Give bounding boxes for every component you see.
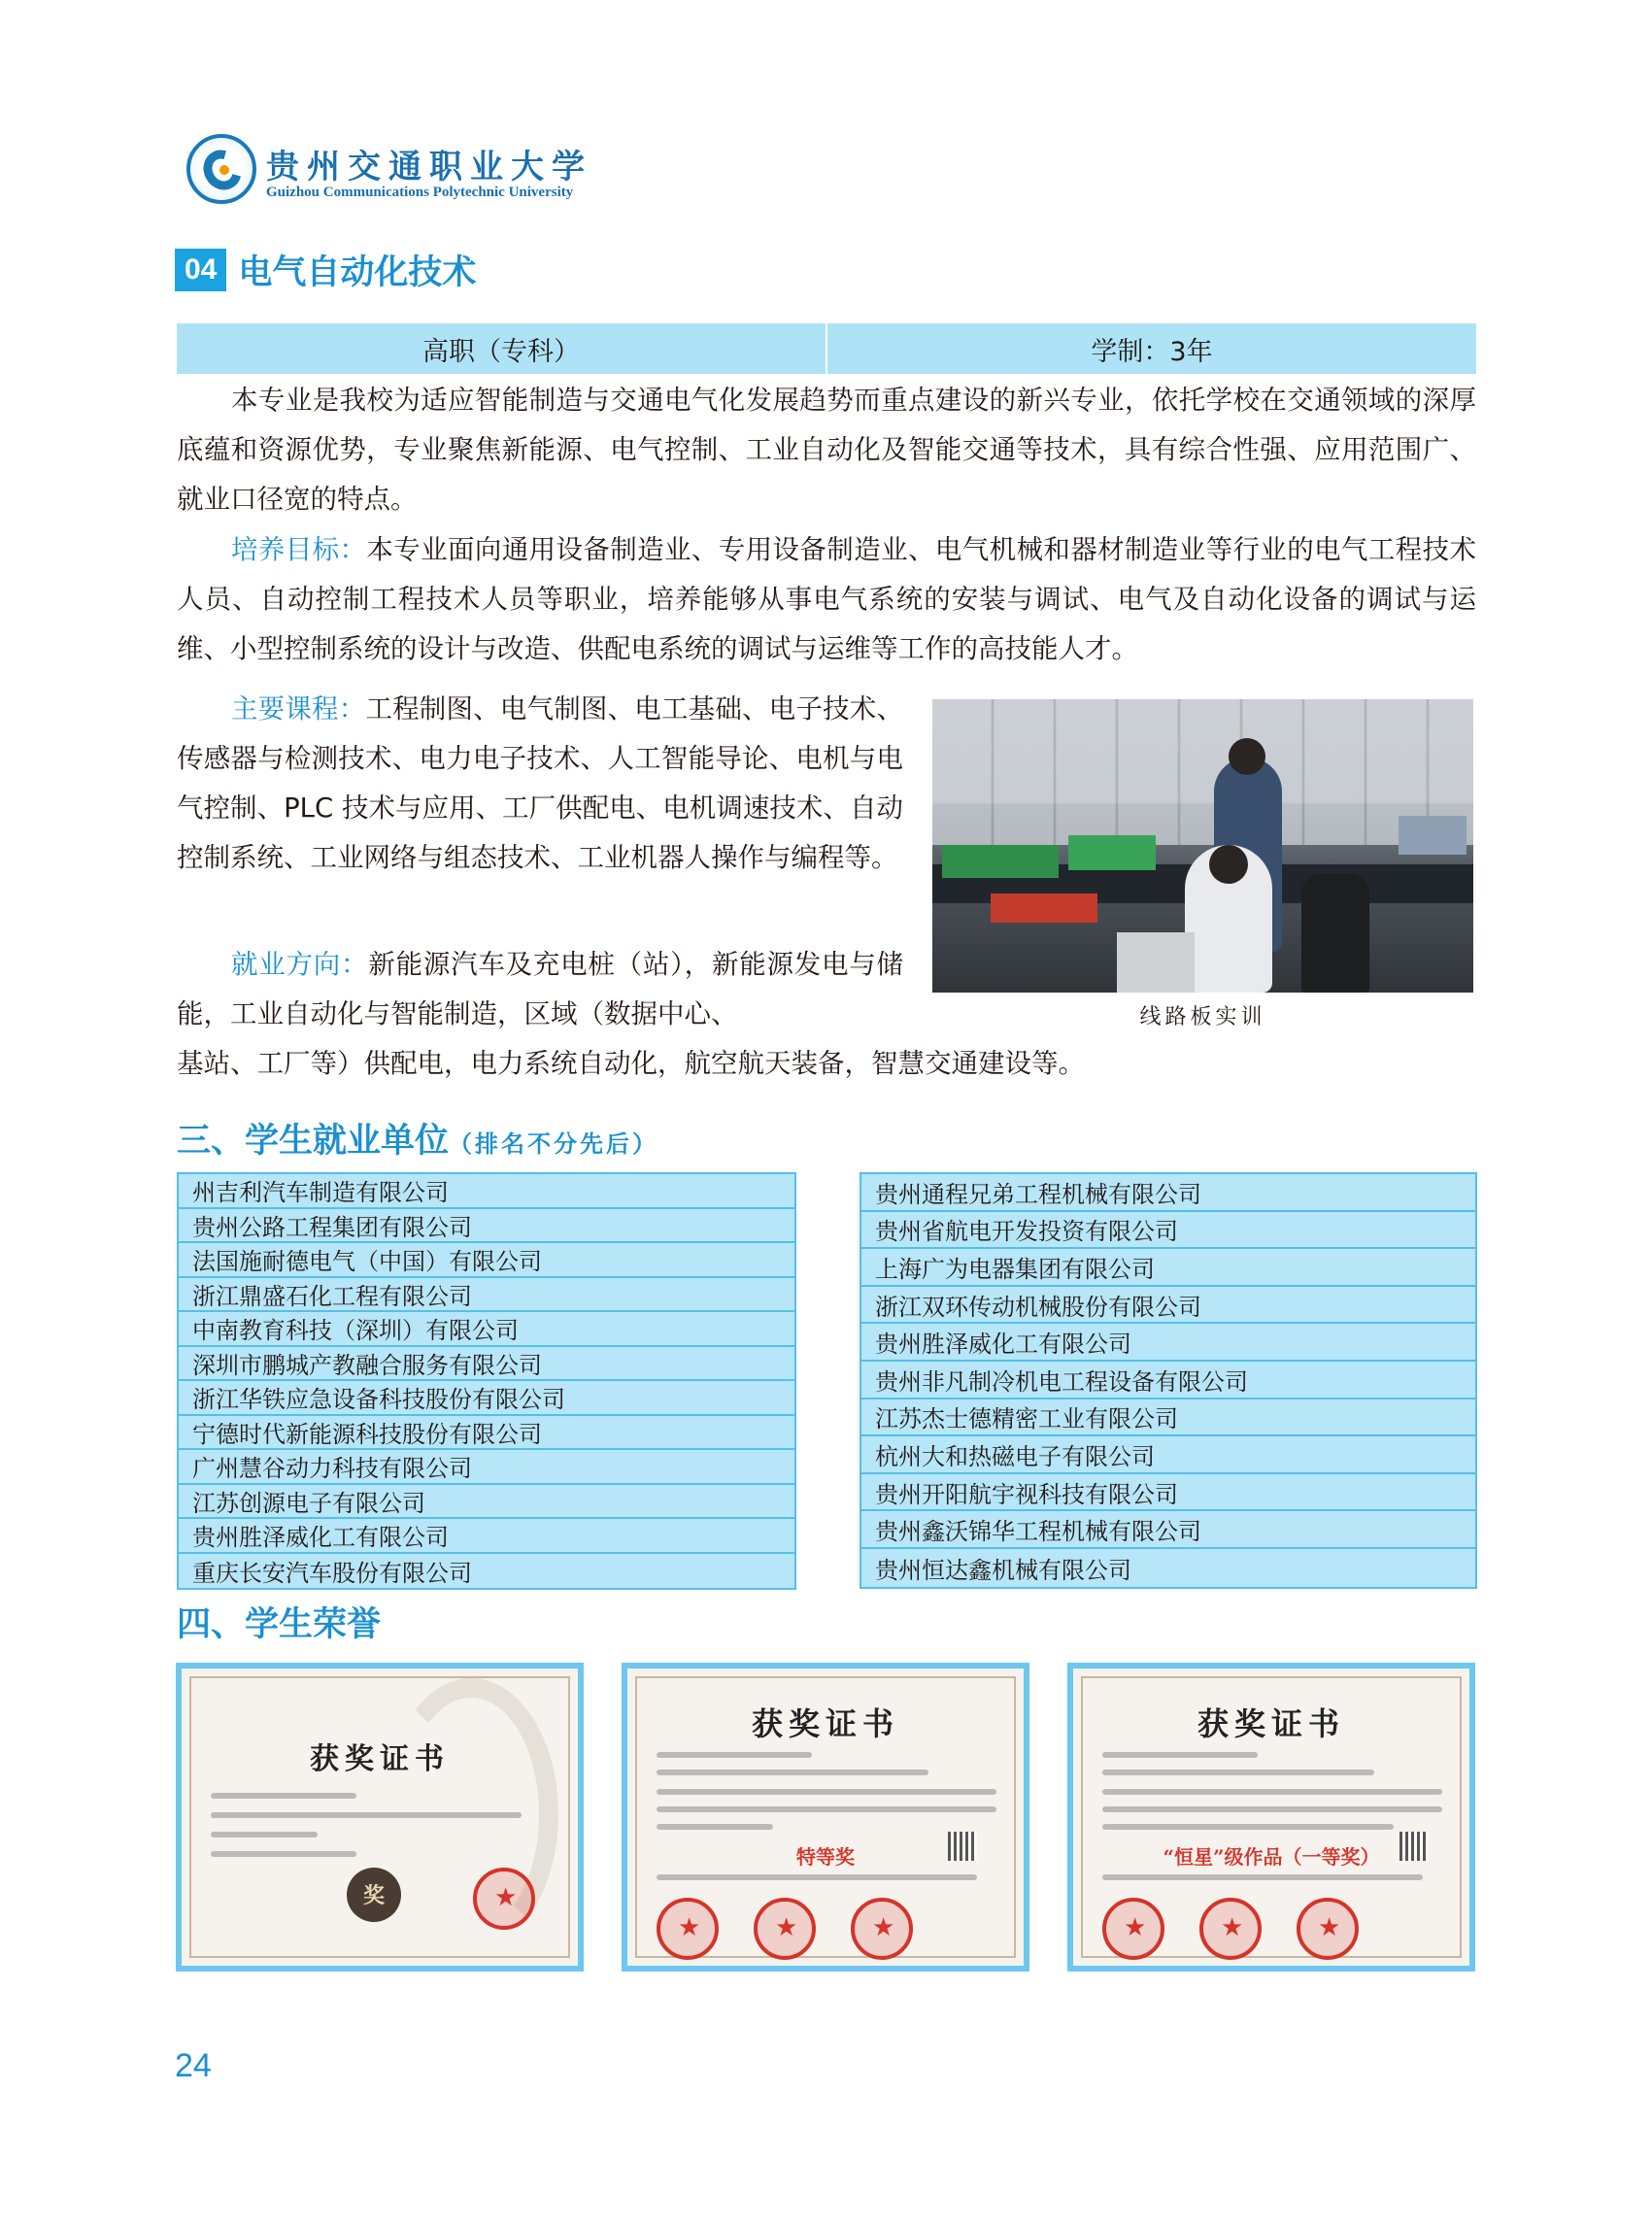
- major-intro: 本专业是我校为适应智能制造与交通电气化发展趋势而重点建设的新兴专业，依托学校在交通领域的深厚底蕴和资源优势，专业聚焦新能源、电气控制、工业自动化及智能交通等技术，具有综合性强、应用范围广、就业口径宽的特点。: [177, 385, 1476, 515]
- employers-note: （排名不分先后）: [449, 1129, 659, 1158]
- red-seal-icon: ★: [1297, 1898, 1359, 1960]
- employer-row: 浙江鼎盛石化工程有限公司: [179, 1278, 794, 1313]
- employer-row: 贵州通程兄弟工程机械有限公司: [861, 1174, 1475, 1212]
- medal-icon: [347, 1868, 401, 1922]
- employers-title: 三、学生就业单位: [177, 1122, 450, 1161]
- employer-row: 杭州大和热磁电子有限公司: [861, 1436, 1475, 1474]
- major-number-badge: 04: [175, 249, 226, 291]
- major-heading: [175, 248, 476, 292]
- employer-row: 贵州恒达鑫机械有限公司: [861, 1549, 1475, 1587]
- employer-row: 江苏创源电子有限公司: [179, 1485, 794, 1520]
- employer-row: 深圳市鹏城产教融合服务有限公司: [179, 1347, 794, 1382]
- red-seal-icon: ★: [1199, 1898, 1262, 1960]
- training-goal-text: 本专业面向通用设备制造业、专用设备制造业、电气机械和器材制造业等行业的电气工程技术人员、自动控制工程技术人员等职业，培养能够从事电气系统的安装与调试、电气及自动化设备的调试与运维、小型控制系统的设计与改造、供配电系统的调试与运维等工作的高技能人才。: [177, 534, 1476, 664]
- school-emblem-icon: [186, 134, 256, 204]
- employer-row: 贵州公路工程集团有限公司: [179, 1209, 794, 1244]
- red-seal-icon: ★: [473, 1868, 535, 1930]
- school-name-en: Guizhou Communications Polytechnic University: [266, 185, 574, 200]
- employers-heading: [177, 1114, 658, 1163]
- main-courses-text: 工程制图、电气制图、电工基础、电子技术、传感器与检测技术、电力电子技术、人工智能导论、电机与电气控制、PLC 技术与应用、工厂供配电、电机调速技术、自动控制系统、工业网络与组态技术、工业机器人操作与编程等。: [177, 693, 903, 873]
- photo-caption: 线路板实训: [1139, 1005, 1266, 1029]
- employer-row: 上海广为电器集团有限公司: [861, 1249, 1475, 1287]
- qr-code-icon: [1399, 1832, 1429, 1861]
- employer-row: 贵州省航电开发投资有限公司: [861, 1212, 1475, 1250]
- certificate-1: [176, 1663, 584, 1972]
- employer-row: 宁德时代新能源科技股份有限公司: [179, 1416, 794, 1451]
- employment-direction: [177, 940, 903, 1039]
- certificate-3-grade: “恒星”级作品（一等奖）: [1163, 1845, 1380, 1869]
- employer-row: 法国施耐德电气（中国）有限公司: [179, 1243, 794, 1278]
- certificate-1-title: 获奖证书: [310, 1742, 450, 1776]
- major-duration: 学制：3年: [826, 323, 1476, 374]
- main-courses-label: 主要课程：: [231, 693, 366, 725]
- employer-row: 贵州胜泽威化工有限公司: [179, 1519, 794, 1554]
- red-seal-icon: ★: [657, 1898, 719, 1960]
- employer-row: 州吉利汽车制造有限公司: [179, 1174, 794, 1209]
- employer-row: 贵州非凡制冷机电工程设备有限公司: [861, 1362, 1475, 1399]
- major-name: 电气自动化技术: [238, 253, 477, 292]
- certificate-2-title: 获奖证书: [751, 1705, 899, 1742]
- employer-row: 浙江华铁应急设备科技股份有限公司: [179, 1381, 794, 1416]
- major-level: 高职（专科）: [422, 336, 580, 367]
- employment-direction-label: 就业方向：: [231, 949, 369, 980]
- employer-row: 江苏杰士德精密工业有限公司: [861, 1399, 1475, 1437]
- employer-row: 贵州胜泽威化工有限公司: [861, 1324, 1475, 1362]
- red-seal-icon: ★: [851, 1898, 913, 1960]
- school-logo: [186, 134, 594, 212]
- employers-table-right: [860, 1172, 1477, 1589]
- employer-row: 重庆长安汽车股份有限公司: [179, 1554, 794, 1589]
- employer-row: 浙江双环传动机械股份有限公司: [861, 1287, 1475, 1325]
- employer-row: 贵州鑫沃锦华工程机械有限公司: [861, 1511, 1475, 1549]
- medal-label: 奖: [362, 1884, 385, 1908]
- certificate-2-grade: 特等奖: [796, 1845, 855, 1869]
- circuit-board-training-photo: [932, 699, 1473, 993]
- qr-code-icon: [948, 1832, 977, 1861]
- red-seal-icon: ★: [754, 1898, 816, 1960]
- employer-row: 贵州开阳航宇视科技有限公司: [861, 1474, 1475, 1512]
- main-courses: [177, 685, 903, 883]
- school-name-cn: 贵州交通职业大学: [266, 148, 592, 186]
- employer-row: 中南教育科技（深圳）有限公司: [179, 1312, 794, 1347]
- employers-table-left: [177, 1172, 796, 1590]
- employment-direction-text: 新能源汽车及充电桩（站），新能源发电与储能，工业自动化与智能制造，区域（数据中心、: [177, 949, 904, 1029]
- red-seal-icon: ★: [1102, 1898, 1164, 1960]
- training-goal-label: 培养目标：: [231, 534, 367, 565]
- major-info-bar: [177, 323, 1476, 374]
- certificate-3-title: 获奖证书: [1197, 1705, 1345, 1742]
- certificate-2: [622, 1663, 1029, 1972]
- employer-row: 广州慧谷动力科技有限公司: [179, 1450, 794, 1485]
- training-goal: [177, 525, 1476, 674]
- employment-direction-cont: 基站、工厂等）供配电，电力系统自动化，航空航天装备，智慧交通建设等。: [177, 1048, 1085, 1079]
- honors-heading: 四、学生荣誉: [177, 1605, 382, 1644]
- page-number: 24: [175, 2047, 212, 2084]
- certificate-3: [1067, 1663, 1475, 1972]
